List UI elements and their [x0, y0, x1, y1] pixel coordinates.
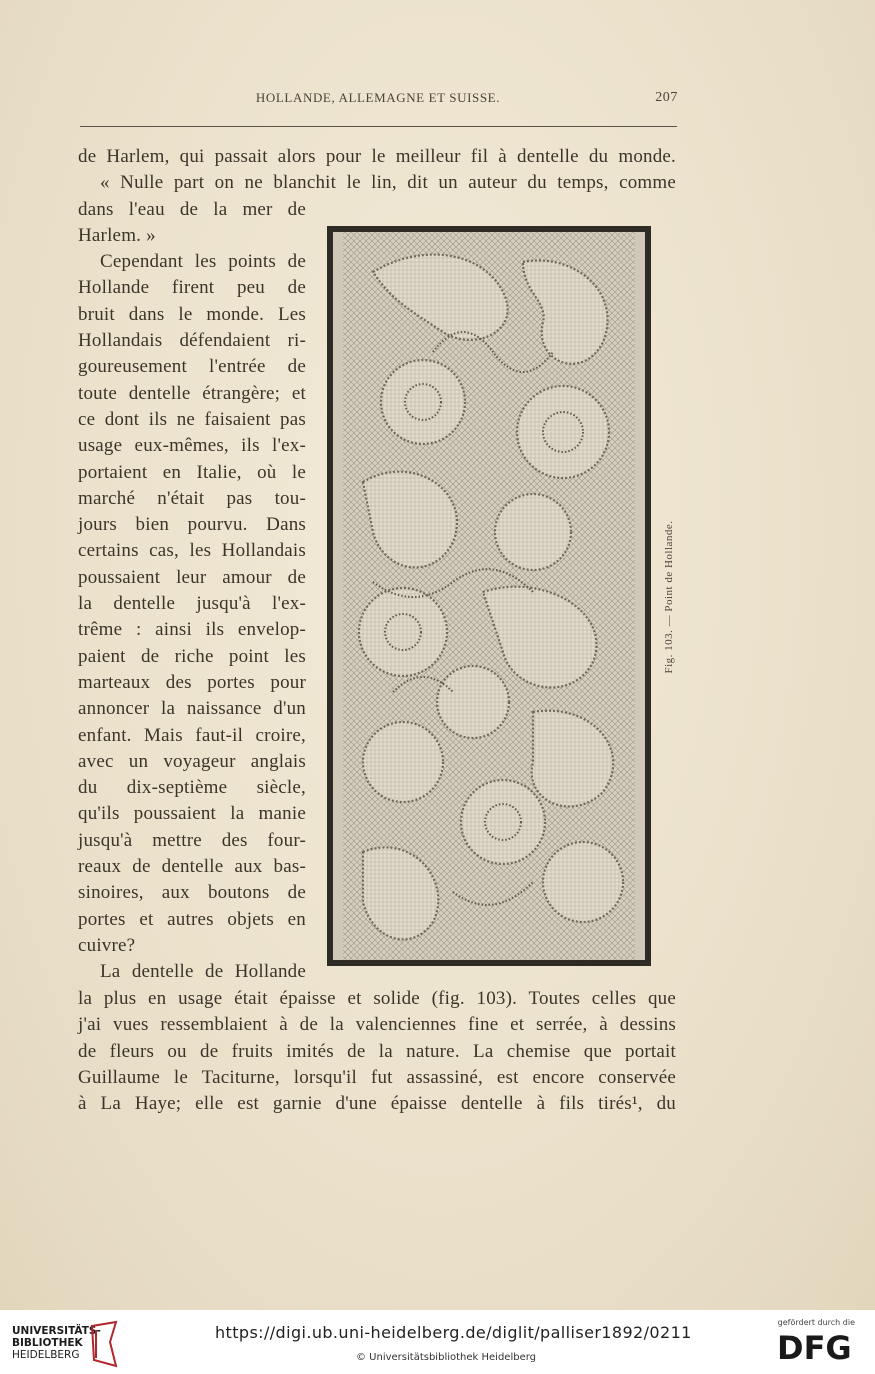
- text-line: enfant. Mais faut-il croire,: [78, 724, 306, 746]
- column-text: [78, 197, 306, 986]
- text-line: toute dentelle étrangère; et: [78, 382, 306, 404]
- lace-illustration: [333, 232, 645, 960]
- dfg-logo-text: DFG: [777, 1329, 852, 1364]
- text-line: reaux de dentelle aux bas-: [78, 856, 306, 878]
- text-line: cuivre?: [78, 934, 136, 956]
- text-line: qu'ils poussaient la manie: [78, 803, 306, 825]
- figure-caption: [660, 508, 678, 686]
- page-number: 207: [655, 90, 678, 105]
- text-line: à La Haye; elle est garnie d'une épaisse dentelle à fils tirés¹, du: [78, 1093, 676, 1115]
- text-line: portaient en Italie, où le: [78, 461, 306, 483]
- text-line: j'ai vues ressemblaient à de la valenciennes fine et serrée, à dessins: [78, 1014, 676, 1036]
- header-rule: [80, 126, 677, 127]
- text-line: certains cas, les Hollandais: [78, 540, 306, 562]
- text-line: la plus en usage était épaisse et solide (fig. 103). Toutes celles que: [78, 988, 676, 1009]
- text-line: portes et autres objets en: [78, 908, 306, 930]
- library-name-line: BIBLIOTHEK: [12, 1337, 83, 1349]
- page-url-link[interactable]: https://digi.ub.uni-heidelberg.de/diglit/palliser1892/0211: [215, 1323, 692, 1342]
- text-line: usage eux-mêmes, ils l'ex-: [78, 435, 306, 457]
- text-line: ce dont ils ne faisaient pas: [78, 408, 306, 430]
- text-line: La dentelle de Hollande: [100, 961, 306, 983]
- figure-caption-text: Fig. 103. — Point de Hollande.: [663, 520, 675, 674]
- text-line: dans l'eau de la mer de: [78, 198, 306, 220]
- text-line: du dix-septième siècle,: [78, 777, 306, 799]
- text-line: Cependant les points de: [100, 251, 306, 273]
- running-title: HOLLANDE, ALLEMAGNE ET SUISSE.: [255, 90, 501, 105]
- text-line: marteaux des portes pour: [78, 671, 306, 693]
- text-line: avec un voyageur anglais: [78, 750, 306, 772]
- lace-figure: [327, 226, 651, 966]
- text-line: sinoires, aux boutons de: [78, 882, 306, 904]
- text-line: poussaient leur amour de: [78, 566, 306, 588]
- library-name-line: HEIDELBERG: [12, 1349, 80, 1361]
- bottom-paragraph: [78, 986, 676, 1117]
- text-line: Hollande firent peu de: [78, 277, 306, 299]
- text-line: jours bien pourvu. Dans: [78, 514, 306, 536]
- text-line: de Harlem, qui passait alors pour le meilleur fil à dentelle du monde.: [78, 146, 676, 167]
- text-line: Hollandais défendaient ri-: [78, 330, 306, 352]
- text-line: jusqu'à mettre des four-: [78, 829, 306, 851]
- dfg-logo: [777, 1328, 861, 1364]
- digitization-footer: [0, 1310, 875, 1374]
- text-line: goureusement l'entrée de: [78, 356, 306, 378]
- page-header: [78, 90, 678, 112]
- text-line: paient de riche point les: [78, 645, 306, 667]
- text-line: Harlem. »: [78, 224, 156, 246]
- funder-note: gefördert durch die: [777, 1318, 855, 1327]
- copyright-notice: © Universitätsbibliothek Heidelberg: [356, 1352, 537, 1363]
- top-paragraph: [78, 144, 676, 197]
- text-line: la dentelle jusqu'à l'ex-: [78, 593, 306, 615]
- text-line: Guillaume le Taciturne, lorsqu'il fut assassiné, est encore conservée: [78, 1066, 676, 1088]
- library-name-line: UNIVERSITÄTS-: [12, 1325, 101, 1337]
- text-line: de fleurs ou de fruits imités de la nature. La chemise que portait: [78, 1040, 676, 1062]
- text-line: bruit dans le monde. Les: [78, 303, 306, 325]
- text-line: marché n'était pas tou-: [78, 487, 306, 509]
- text-line: annoncer la naissance d'un: [78, 698, 306, 720]
- text-line: « Nulle part on ne blanchit le lin, dit un auteur du temps, comme: [100, 172, 676, 194]
- text-line: trême : ainsi ils envelop-: [78, 619, 306, 641]
- library-logo-icon: [86, 1320, 122, 1368]
